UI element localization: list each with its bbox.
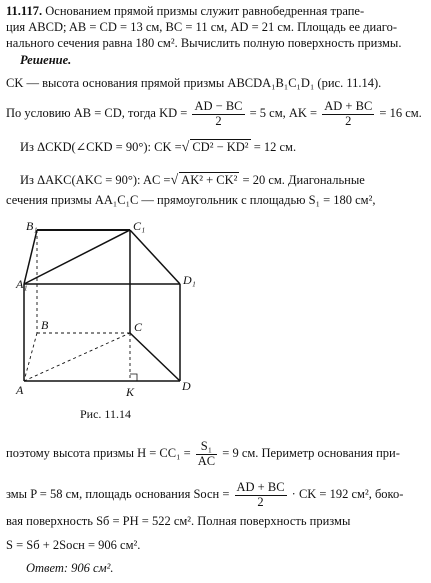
label-k: K <box>126 385 135 399</box>
right-angle-mark <box>130 374 137 381</box>
text-ck-result: = 12 см. <box>253 140 297 154</box>
radical-sign: √ <box>181 140 190 155</box>
label-c: C <box>134 320 143 334</box>
edge-cd <box>130 333 180 381</box>
solution-line-1: CK — высота основания прямой призмы ABCDA₁B₁C₁D₁ (рис. 11.14). <box>6 76 382 90</box>
fraction-ak-num: AD + BC <box>324 99 373 113</box>
text-kd-intro: По условию AB = CD, тогда KD = <box>6 106 188 121</box>
solution-line-3 <box>20 139 425 156</box>
figure-caption: Рис. 11.14 <box>80 407 131 421</box>
hidden-diagonal-ac <box>24 333 130 381</box>
label-a: A <box>16 383 24 397</box>
text-ak-result: = 16 см. <box>379 106 422 121</box>
fraction-height-num: S₁ <box>196 440 217 455</box>
label-d1: D₁ <box>183 273 196 287</box>
text-ck-intro: Из ΔCKD(∠CKD = 90°): CK = <box>20 140 182 154</box>
text-ac-result: = 20 см. Диагональные <box>242 173 365 187</box>
answer-line: Ответ: 906 см². <box>26 561 114 575</box>
solution-heading: Решение. <box>20 53 72 67</box>
solution-line-9: S = Sб + 2Sосн = 906 см². <box>6 538 141 552</box>
solution-line-5: сечения призмы AA₁C₁C — прямоугольник с площадью S₁ = 180 см², <box>6 193 376 207</box>
problem-statement-2: ция ABCD; AB = CD = 13 см, BC = 11 см, AD = 21 см. Площадь ее диаго- <box>6 20 398 34</box>
text-height-intro: поэтому высота призмы H = CC₁ = <box>6 446 191 461</box>
fraction-height-den: AC <box>197 453 216 468</box>
fraction-kd-den: 2 <box>215 113 222 128</box>
solution-line-6 <box>6 440 425 469</box>
text-base-area-result: · CK = 192 см², боко- <box>291 487 404 502</box>
label-a1: A₁ <box>16 277 28 291</box>
problem-line-1 <box>6 4 425 18</box>
fraction-ak-den: 2 <box>345 113 352 128</box>
label-b: B <box>41 318 49 332</box>
solution-line-2 <box>6 100 425 129</box>
text-height-result: = 9 см. Периметр основания при- <box>222 446 400 461</box>
fraction-kd-num: AD − BC <box>194 99 243 113</box>
solution-line-7 <box>6 481 425 510</box>
problem-number: 11.117. <box>6 4 43 18</box>
label-d: D <box>182 379 191 393</box>
text-base-area-intro: змы P = 58 см, площадь основания Sосн = <box>6 487 230 502</box>
fraction-base-area <box>235 481 287 510</box>
edge-a1b1 <box>24 230 37 284</box>
radicand-ck: CD² − KD² <box>192 140 249 154</box>
fraction-kd <box>192 100 244 129</box>
fraction-base-num: AD + BC <box>236 480 285 494</box>
label-c1: C₁ <box>133 219 146 233</box>
prism-figure <box>16 218 210 404</box>
diagonal-a1c1 <box>24 230 130 284</box>
solution-line-8: вая поверхность Sб = PH = 522 см². Полная поверхность призмы <box>6 514 351 528</box>
problem-statement-3: нального сечения равна 180 см². Вычислить полную поверхность призмы. <box>6 36 402 50</box>
label-b1: B₁ <box>26 219 38 233</box>
text-ac-intro: Из ΔAKC(AKC = 90°): AC = <box>20 173 171 187</box>
fraction-base-den: 2 <box>257 494 264 509</box>
fraction-ak <box>322 100 374 129</box>
text-ak-intro: = 5 см, AK = <box>249 106 318 121</box>
fraction-height <box>196 440 217 469</box>
solution-line-4 <box>20 172 425 189</box>
edge-c1d1 <box>130 230 180 284</box>
radicand-ac: AK² + CK² <box>181 173 238 187</box>
hidden-edge-ab <box>24 333 37 381</box>
problem-statement-1: Основанием прямой призмы служит равнобедренная трапе- <box>45 4 365 18</box>
radical-sign: √ <box>170 173 179 188</box>
